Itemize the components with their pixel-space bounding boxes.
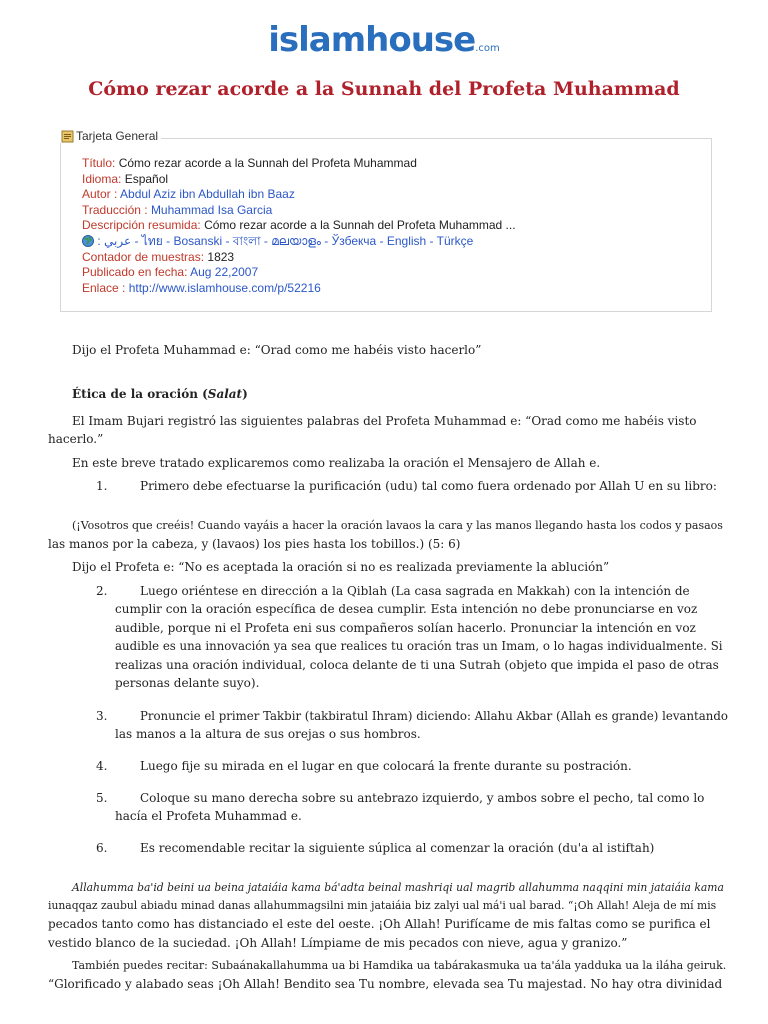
dua-line1: Allahumma ba'id beini ua beina jataiáia kama bá'adta beinal mashriqi ual magrib allahumma naqqini min jataiáia kama	[72, 881, 724, 894]
field-title-label: Título:	[82, 156, 116, 170]
paragraph-bujari-line1: El Imam Bujari registró las siguientes palabras del Profeta Muhammad e: “Orad como me habéis visto	[72, 414, 697, 428]
paragraph-intro-quote: Dijo el Profeta Muhammad e: “Orad como me habéis visto hacerlo”	[72, 343, 482, 357]
site-logo[interactable]	[0, 20, 768, 60]
logo-text: islamhouse	[268, 20, 476, 60]
author-link[interactable]: Abdul Aziz ibn Abdullah ibn Baaz	[120, 187, 295, 202]
list-item-3-line1: Pronuncie el primer Takbir (takbiratul Ihram) diciendo: Allahu Akbar (Allah es grande) levantando	[140, 709, 728, 723]
section-heading-italic: Salat	[207, 387, 243, 401]
list-item-2-line3: audible, porque ni el Profeta eni sus compañeros solían hacerlo. Pronunciar la intención en voz	[115, 621, 696, 635]
section-heading	[72, 385, 248, 403]
field-title-value: Cómo rezar acorde a la Sunnah del Profeta Muhammad	[118, 156, 417, 170]
list-number-5: 5.	[96, 791, 108, 805]
list-item-3-line2: las manos a la altura de sus orejas o sus hombros.	[115, 727, 421, 741]
dua-line2: iunaqqaz zaubul abiadu minad danas allahummagsilni min jataiáia biz zalyi ual má'i ual barad. “¡Oh Allah! Aleja de mí mis	[48, 899, 717, 912]
paragraph-ablution: Dijo el Profeta e: “No es aceptada la oración si no es realizada previamente la ablución”	[72, 560, 610, 574]
list-number-1: 1.	[96, 479, 108, 493]
section-heading-close: )	[242, 387, 248, 401]
section-heading-text: Ética de la oración (	[72, 387, 208, 401]
translator-link[interactable]: Muhammad Isa Garcia	[150, 202, 273, 217]
card-legend	[58, 129, 161, 143]
field-language	[82, 172, 702, 188]
field-title	[82, 156, 702, 172]
dua-line3: pecados tanto como has distanciado el este del oeste. ¡Oh Allah! Purifícame de mis faltas como se purifica el	[48, 917, 711, 931]
list-item-2-line6: personas delante suyo).	[115, 676, 260, 690]
list-item-2-line1: Luego oriéntese en dirección a la Qiblah (La casa sagrada en Makkah) con la intención de	[140, 584, 690, 598]
paragraph-treatise: En este breve tratado explicaremos como realizaba la oración el Mensajero de Allah e.	[72, 456, 601, 470]
field-published-label: Publicado en fecha:	[82, 265, 188, 280]
alt-dua-line2: “Glorificado y alabado seas ¡Oh Allah! Bendito sea Tu nombre, elevada sea Tu majestad. No hay otra divinidad	[48, 977, 723, 991]
permalink[interactable]: http://www.islamhouse.com/p/52216	[128, 280, 321, 295]
list-item-2-line5: realizas una oración individual, coloca delante de ti una Sutrah (objeto que impida el paso de otras	[115, 658, 719, 672]
field-counter	[82, 250, 702, 266]
field-link	[82, 281, 702, 297]
list-number-6: 6.	[96, 841, 108, 855]
quran-quote-line1: (¡Vosotros que creéis! Cuando vayáis a hacer la oración lavaos la cara y las manos llegando hasta los codos y pasaos	[72, 519, 723, 532]
card-legend-label: Tarjeta General	[76, 129, 159, 143]
field-translation	[82, 203, 702, 219]
field-translation-label: Traducción :	[82, 202, 148, 217]
card-fields	[82, 156, 702, 296]
field-link-label: Enlace :	[82, 280, 126, 295]
dua-line4: vestido blanco de la suciedad. ¡Oh Allah! Límpiame de mis pecados con nieve, agua y granizo.”	[48, 936, 628, 950]
list-item-5-line1: Coloque su mano derecha sobre su antebrazo izquierdo, y ambos sobre el pecho, tal como lo	[140, 791, 705, 805]
field-counter-value: 1823	[207, 249, 235, 264]
logo-tld: .com	[475, 43, 500, 54]
field-counter-label: Contador de muestras:	[82, 249, 205, 264]
list-item-2-line2: cumplir con la oración específica de desea cumplir. Esta intención no debe pronunciarse en voz	[115, 602, 698, 616]
field-language-value: Español	[124, 171, 169, 186]
quran-quote-line2: las manos por la cabeza, y (lavaos) los pies hasta los tobillos.) (5: 6)	[48, 537, 461, 551]
document-title: Cómo rezar acorde a la Sunnah del Profeta Muhammad	[88, 78, 680, 100]
field-description-label: Descripción resumida:	[82, 218, 201, 233]
list-number-4: 4.	[96, 759, 108, 773]
card-icon	[61, 130, 74, 143]
list-item-6: Es recomendable recitar la siguiente súplica al comenzar la oración (du'a al istiftah)	[140, 841, 655, 855]
paragraph-bujari-line2: hacerlo.”	[48, 432, 104, 446]
field-published-value: Aug 22,2007	[190, 265, 259, 280]
alt-dua-line1: También puedes recitar: Subaánakallahumma ua bi Hamdika ua tabárakasmuka ua ta'ála yadduka ua la iláha geiruk.	[72, 959, 727, 972]
globe-icon	[82, 235, 94, 247]
field-published	[82, 265, 702, 281]
field-languages	[82, 234, 702, 250]
languages-links[interactable]: : عربي - ไทย - Bosanski - বাংলা - മലയാളം - Ўзбекча - English - Türkçe	[97, 233, 474, 248]
list-number-3: 3.	[96, 709, 108, 723]
field-author	[82, 187, 702, 203]
field-description-value: Cómo rezar acorde a la Sunnah del Profeta Muhammad ...	[204, 218, 516, 233]
field-author-label: Autor :	[82, 187, 118, 202]
list-item-5-line2: hacía el Profeta Muhammad e.	[115, 809, 302, 823]
field-language-label: Idioma:	[82, 171, 122, 186]
field-description	[82, 218, 702, 234]
list-item-1: Primero debe efectuarse la purificación (udu) tal como fuera ordenado por Allah U en su libro:	[140, 479, 717, 493]
list-number-2: 2.	[96, 584, 108, 598]
list-item-4: Luego fije su mirada en el lugar en que colocará la frente durante su postración.	[140, 759, 632, 773]
list-item-2-line4: audible es una innovación ya sea que realices tu oración tras un Imam, o lo hagas individualmente. Si	[115, 639, 723, 653]
